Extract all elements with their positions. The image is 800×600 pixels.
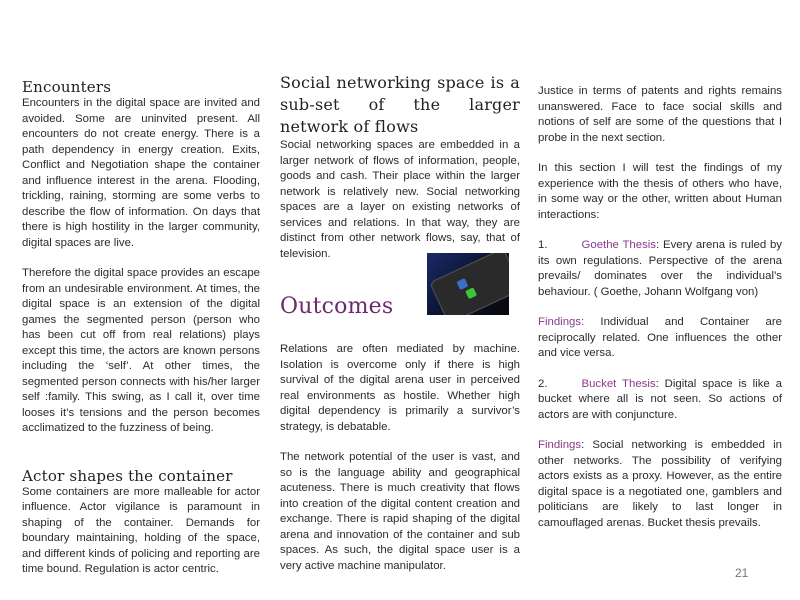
outcomes-paragraph-2: The network potential of the user is vast, and so is the language ability and geographical acuteness. There is much creativity that flows into creation of the digital content creation and exchange. There is rapid shaping of the digital arena and innovation of the container and sub spaces. As such, the digital space user is a very active machine manipulator. xyxy=(280,451,520,572)
goethe-thesis-label: Goethe Thesis xyxy=(581,239,657,251)
page-number: 21 xyxy=(735,566,749,580)
social-paragraph: Social networking spaces are embedded in a larger network of flows of information, people, goods and cash. Their place within the larger network is relatively new. Social networking spaces are a layer on existing networks of services and relations. In that way, they are distinct from other network flows, say, that of television. xyxy=(280,139,520,260)
findings-label: Findings xyxy=(538,439,582,451)
findings-2 xyxy=(538,438,782,531)
encounters-paragraph-1: Encounters in the digital space are invited and avoided. Some are uninvited present. All encounters do not create energy. There is a path dependency in energy creation. Exits, Conflict and Negotiation shape the container and influence interest in the arena. Flooding, trickling, raining, storming are some verbs to describe the flow of information. On days that there is high hostility in the larger community, digital spaces are live. xyxy=(22,97,260,249)
item-number: 1. xyxy=(538,239,548,251)
column-left xyxy=(22,78,260,578)
column-middle xyxy=(280,72,520,574)
goethe-thesis-text: : Every arena is ruled by its own regulations. Perspective of the arena prevails/ dominates over the individual’s behaviour. ( Goethe, Johann Wolfgang von) xyxy=(538,239,783,298)
bucket-thesis-item xyxy=(538,377,782,424)
section-intro-paragraph: In this section I will test the findings of my experience with the thesis of others who have, in some way or the other, written about Human interactions: xyxy=(538,162,782,221)
justice-paragraph: Justice in terms of patents and rights remains unanswered. Face to face social skills and notions of self are some of the questions that I probe in the next section. xyxy=(538,85,782,144)
smartphone-image xyxy=(427,253,509,315)
bucket-thesis-text: : Digital space is like a bucket where all is not seen. So actions of actors are with conjuncture. xyxy=(538,377,782,421)
findings-text: Individual and Container are reciprocally related. One influences the other and vice versa. xyxy=(538,316,782,359)
findings-label: Findings: xyxy=(538,316,585,328)
outcomes-paragraph-1: Relations are often mediated by machine. Isolation is overcome only if there is high survival of the digital arena user in perceived real environments as hostile. Whether high digital dependency is primarily a survivor’s strategy, is debatable. xyxy=(280,343,520,433)
findings-1 xyxy=(538,315,782,362)
encounters-paragraph-2: Therefore the digital space provides an escape from an undesirable environment. At times, the digital space is an extension of the digital games the segmented person (person who has been cut off from real relations) plays except this time, the actors are known persons including the ‘self’. At other times, the segmented person connects with his/her larger self :family. This swing, as I call it, over time looses it’s tensions and the person becomes acclimatized to the fuzziness of being. xyxy=(22,267,260,434)
heading-outcomes: Outcomes xyxy=(280,294,394,319)
app-icon-green xyxy=(465,287,477,299)
app-icon-blue xyxy=(456,278,468,290)
goethe-thesis-item xyxy=(538,238,782,300)
bucket-thesis-label: Bucket Thesis xyxy=(581,377,656,390)
actor-paragraph: Some containers are more malleable for actor influence. Actor vigilance is paramount in shaping of the container. Demands for boundary maintaining, holding of the space, and different kinds of policing and reporting are time bound. Regulation is actor centric. xyxy=(22,485,260,575)
column-right xyxy=(538,84,782,531)
phone-shape xyxy=(429,253,509,315)
item-number: 2. xyxy=(538,377,548,390)
heading-actor-shapes-container: Actor shapes the container xyxy=(22,466,233,485)
findings-text: : Social networking is embedded in other networks. The possibility of verifying actors exists as a proxy. However, as the entire digital space is a negotiated one, gamblers and politicians are likely to last longer in camouflaged arenas. Bucket thesis prevails. xyxy=(538,439,782,529)
heading-social-networking: Social networking space is a sub-set of the larger network of flows xyxy=(280,73,520,136)
heading-encounters: Encounters xyxy=(22,78,112,96)
